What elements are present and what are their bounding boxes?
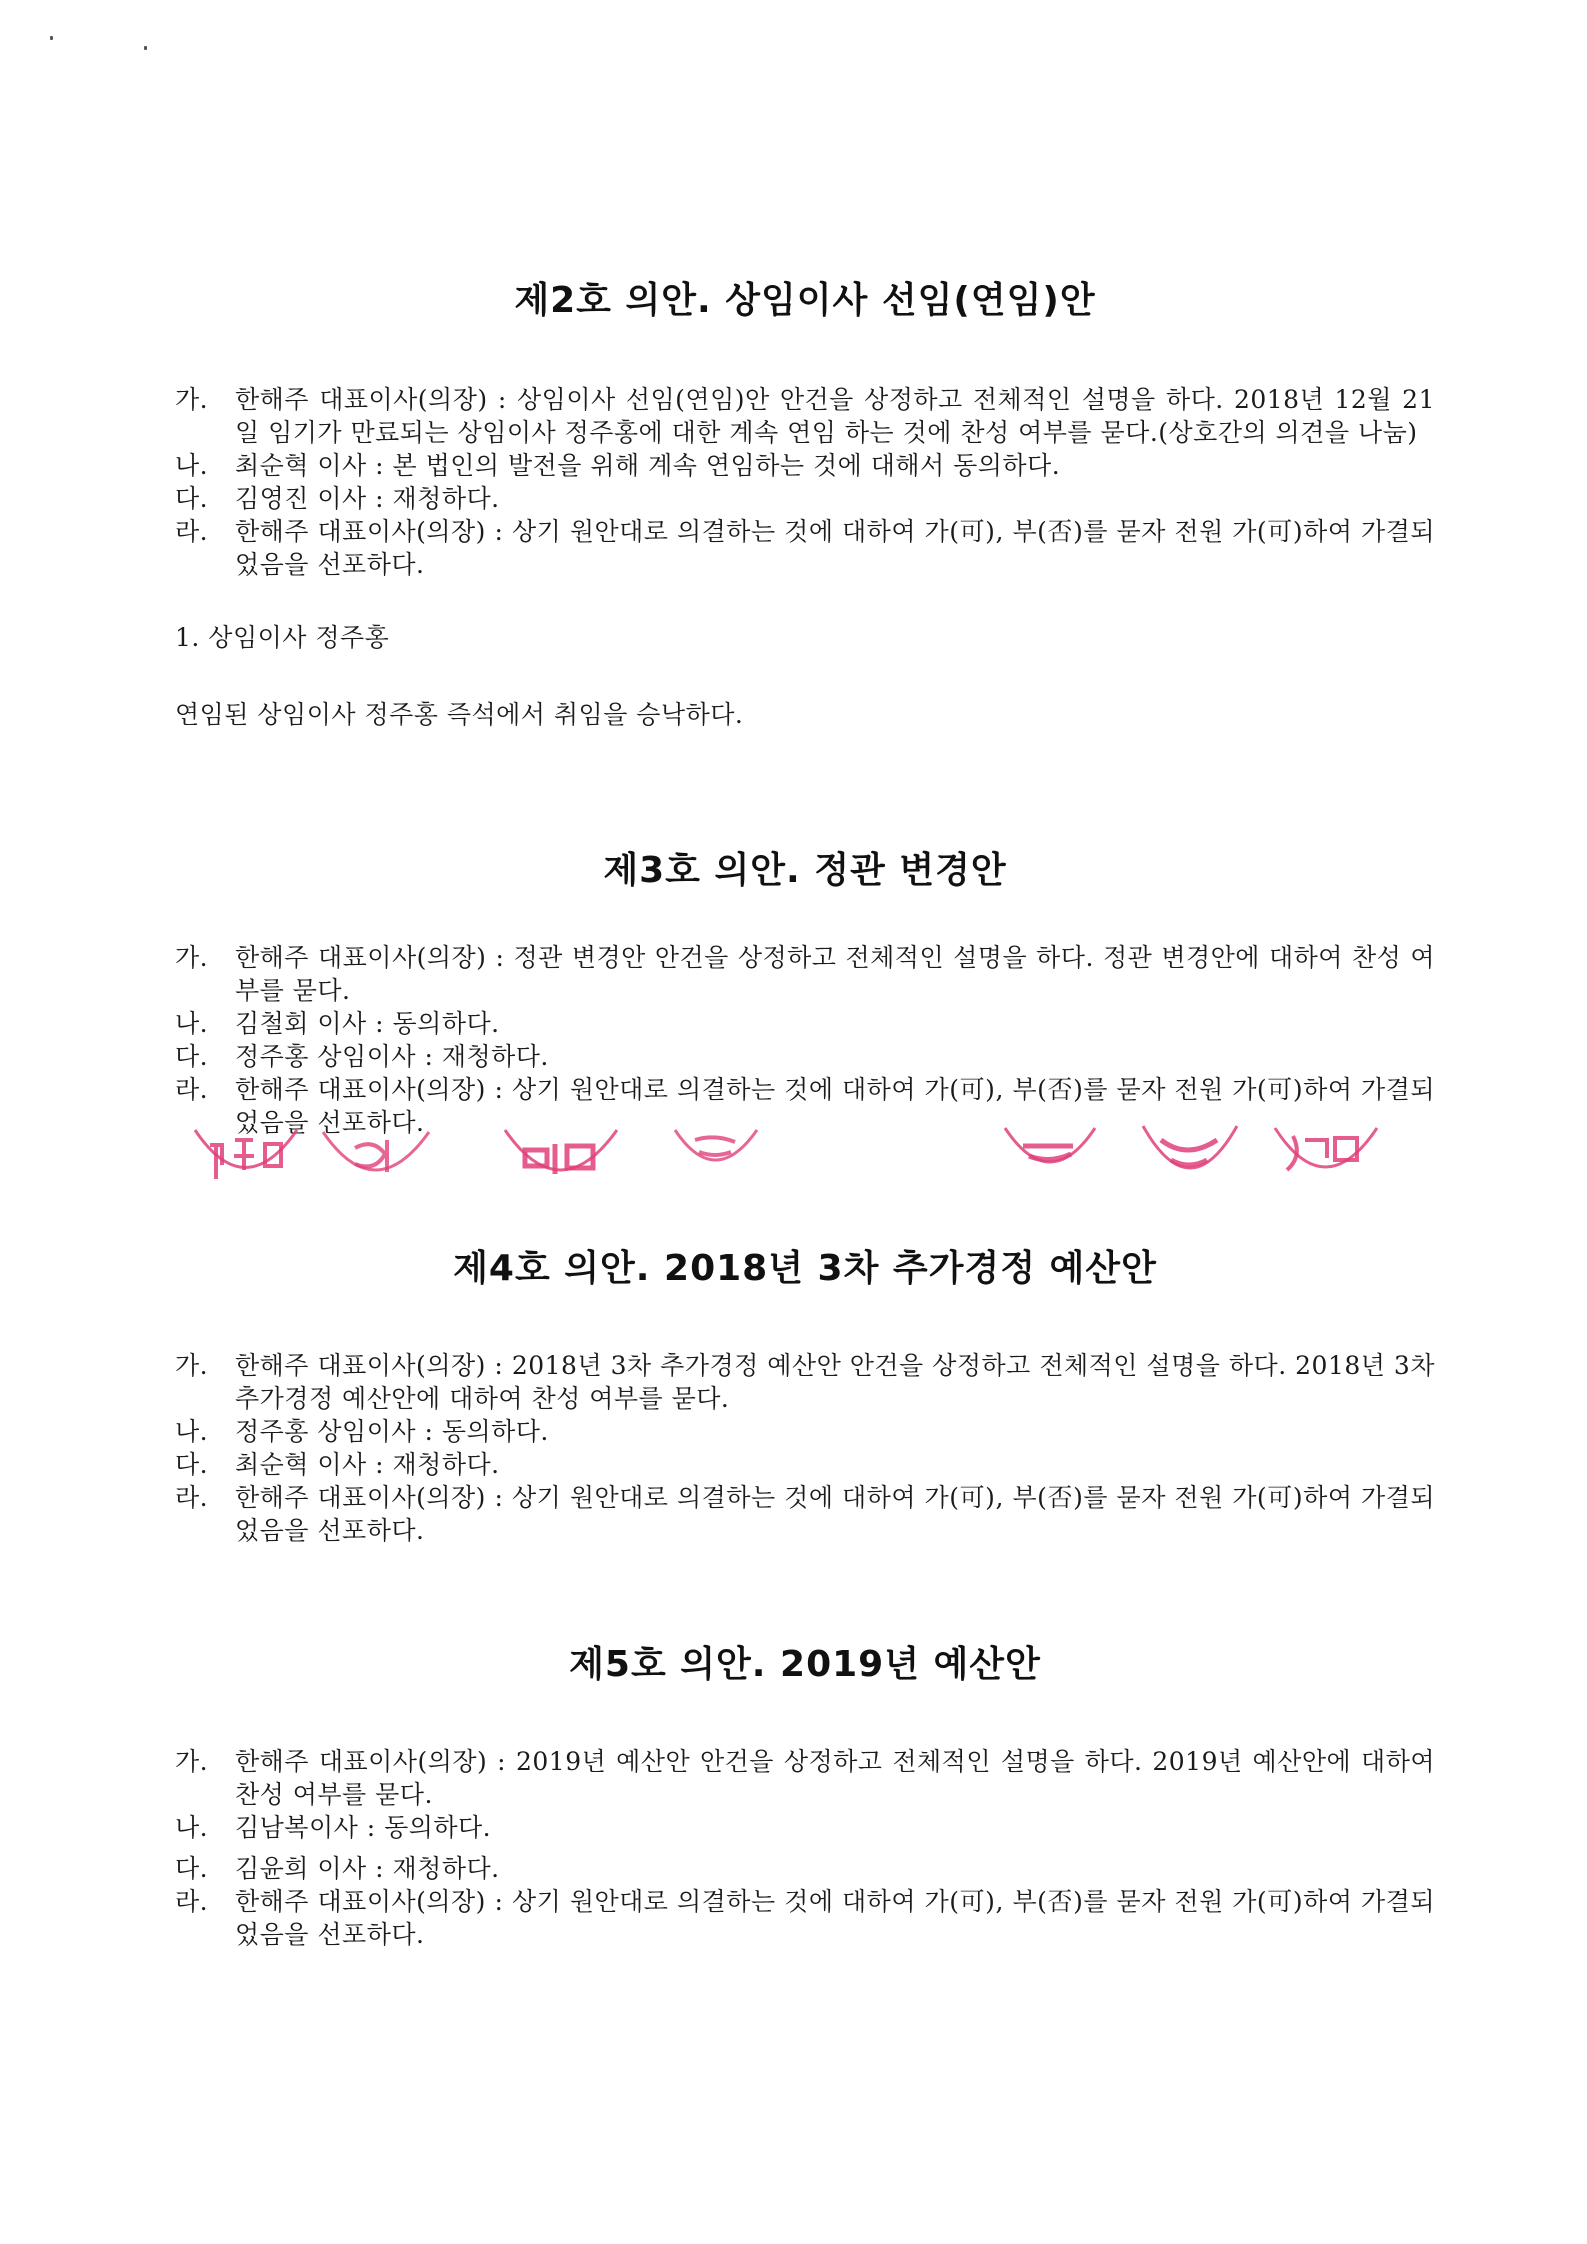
item-text: 한해주 대표이사(의장) : 상임이사 선임(연임)안 안건을 상정하고 전체적인 설명을 하다. 2018년 12월 21일 임기가 만료되는 상임이사 정주홍에 대한 계속 연임 하는 것에 찬성 여부를 묻다.(상호간의 의견을 나눔) [235,385,1435,447]
item-marker: 라. [175,1075,209,1104]
agenda-section-3 [175,842,1435,1139]
item-text: 정주홍 상임이사 : 동의하다. [235,1417,549,1446]
seal-stamp [995,1110,1105,1200]
seal-stamp [1265,1110,1385,1210]
scan-speck [50,36,53,40]
item-marker: 나. [175,451,209,480]
item-text: 최순혁 이사 : 본 법인의 발전을 위해 계속 연임하는 것에 대해서 동의하다. [235,451,1061,480]
item-marker: 다. [175,1042,209,1071]
agenda-item [175,1448,1435,1481]
agenda-item [175,1007,1435,1040]
item-marker: 라. [175,517,209,546]
agenda-item [175,1040,1435,1073]
agenda-item [175,515,1435,581]
appointee-note: 1. 상임이사 정주홍 [175,623,390,652]
seal-stamp [315,1110,435,1210]
item-marker: 나. [175,1417,209,1446]
item-text: 김영진 이사 : 재청하다. [235,484,500,513]
agenda-item [175,1481,1435,1547]
item-marker: 가. [175,943,209,972]
agenda-section-5 [175,1636,1435,1951]
seal-impressions [185,1110,1445,1220]
item-text: 한해주 대표이사(의장) : 정관 변경안 안건을 상정하고 전체적인 설명을 하다. 정관 변경안에 대하여 찬성 여부를 묻다. [235,943,1435,1005]
item-text: 한해주 대표이사(의장) : 2019년 예산안 안건을 상정하고 전체적인 설명을 하다. 2019년 예산안에 대하여 찬성 여부를 묻다. [235,1747,1435,1809]
agenda-item [175,1415,1435,1448]
item-text: 정주홍 상임이사 : 재청하다. [235,1042,549,1071]
item-marker: 라. [175,1483,209,1512]
item-text: 김철회 이사 : 동의하다. [235,1009,500,1038]
item-marker: 다. [175,484,209,513]
item-text: 한해주 대표이사(의장) : 상기 원안대로 의결하는 것에 대하여 가(可), 부(否)를 묻자 전원 가(可)하여 가결되었음을 선포하다. [235,1075,1435,1137]
item-marker: 다. [175,1450,209,1479]
agenda-item [175,449,1435,482]
seal-stamp [185,1110,305,1210]
agenda-heading: 제2호 의안. 상임이사 선임(연임)안 [514,280,1096,321]
agenda-section-4 [175,1240,1435,1547]
item-text: 한해주 대표이사(의장) : 상기 원안대로 의결하는 것에 대하여 가(可), 부(否)를 묻자 전원 가(可)하여 가결되었음을 선포하다. [235,1483,1435,1545]
item-text: 김남복이사 : 동의하다. [235,1813,492,1842]
scan-speck [144,46,147,50]
item-marker: 라. [175,1887,209,1916]
agenda-item [175,1852,1435,1885]
item-marker: 가. [175,1351,209,1380]
item-marker: 가. [175,385,209,414]
agenda-item [175,1349,1435,1415]
agenda-heading: 제4호 의안. 2018년 3차 추가경정 예산안 [453,1248,1157,1289]
item-marker: 나. [175,1009,209,1038]
item-marker: 나. [175,1813,209,1842]
agenda-item [175,1745,1435,1811]
item-text: 최순혁 이사 : 재청하다. [235,1450,500,1479]
item-text: 한해주 대표이사(의장) : 상기 원안대로 의결하는 것에 대하여 가(可), 부(否)를 묻자 전원 가(可)하여 가결되었음을 선포하다. [235,517,1435,579]
item-marker: 가. [175,1747,209,1776]
agenda-item [175,1885,1435,1951]
agenda-item [175,383,1435,449]
agenda-item [175,482,1435,515]
agenda-item [175,941,1435,1007]
agenda-heading: 제5호 의안. 2019년 예산안 [569,1644,1041,1685]
item-marker: 다. [175,1854,209,1883]
item-text: 김윤희 이사 : 재청하다. [235,1854,500,1883]
item-text: 한해주 대표이사(의장) : 상기 원안대로 의결하는 것에 대하여 가(可), 부(否)를 묻자 전원 가(可)하여 가결되었음을 선포하다. [235,1887,1435,1949]
agenda-item [175,1811,1435,1844]
item-text: 한해주 대표이사(의장) : 2018년 3차 추가경정 예산안 안건을 상정하고 전체적인 설명을 하다. 2018년 3차 추가경정 예산안에 대하여 찬성 여부를 묻다. [235,1351,1435,1413]
seal-stamp [495,1110,625,1210]
agenda-section-2 [175,272,1435,731]
seal-stamp [665,1110,765,1200]
seal-stamp [1135,1110,1245,1210]
agenda-heading: 제3호 의안. 정관 변경안 [603,850,1007,891]
acceptance-statement: 연임된 상임이사 정주홍 즉석에서 취임을 승낙하다. [175,700,744,729]
